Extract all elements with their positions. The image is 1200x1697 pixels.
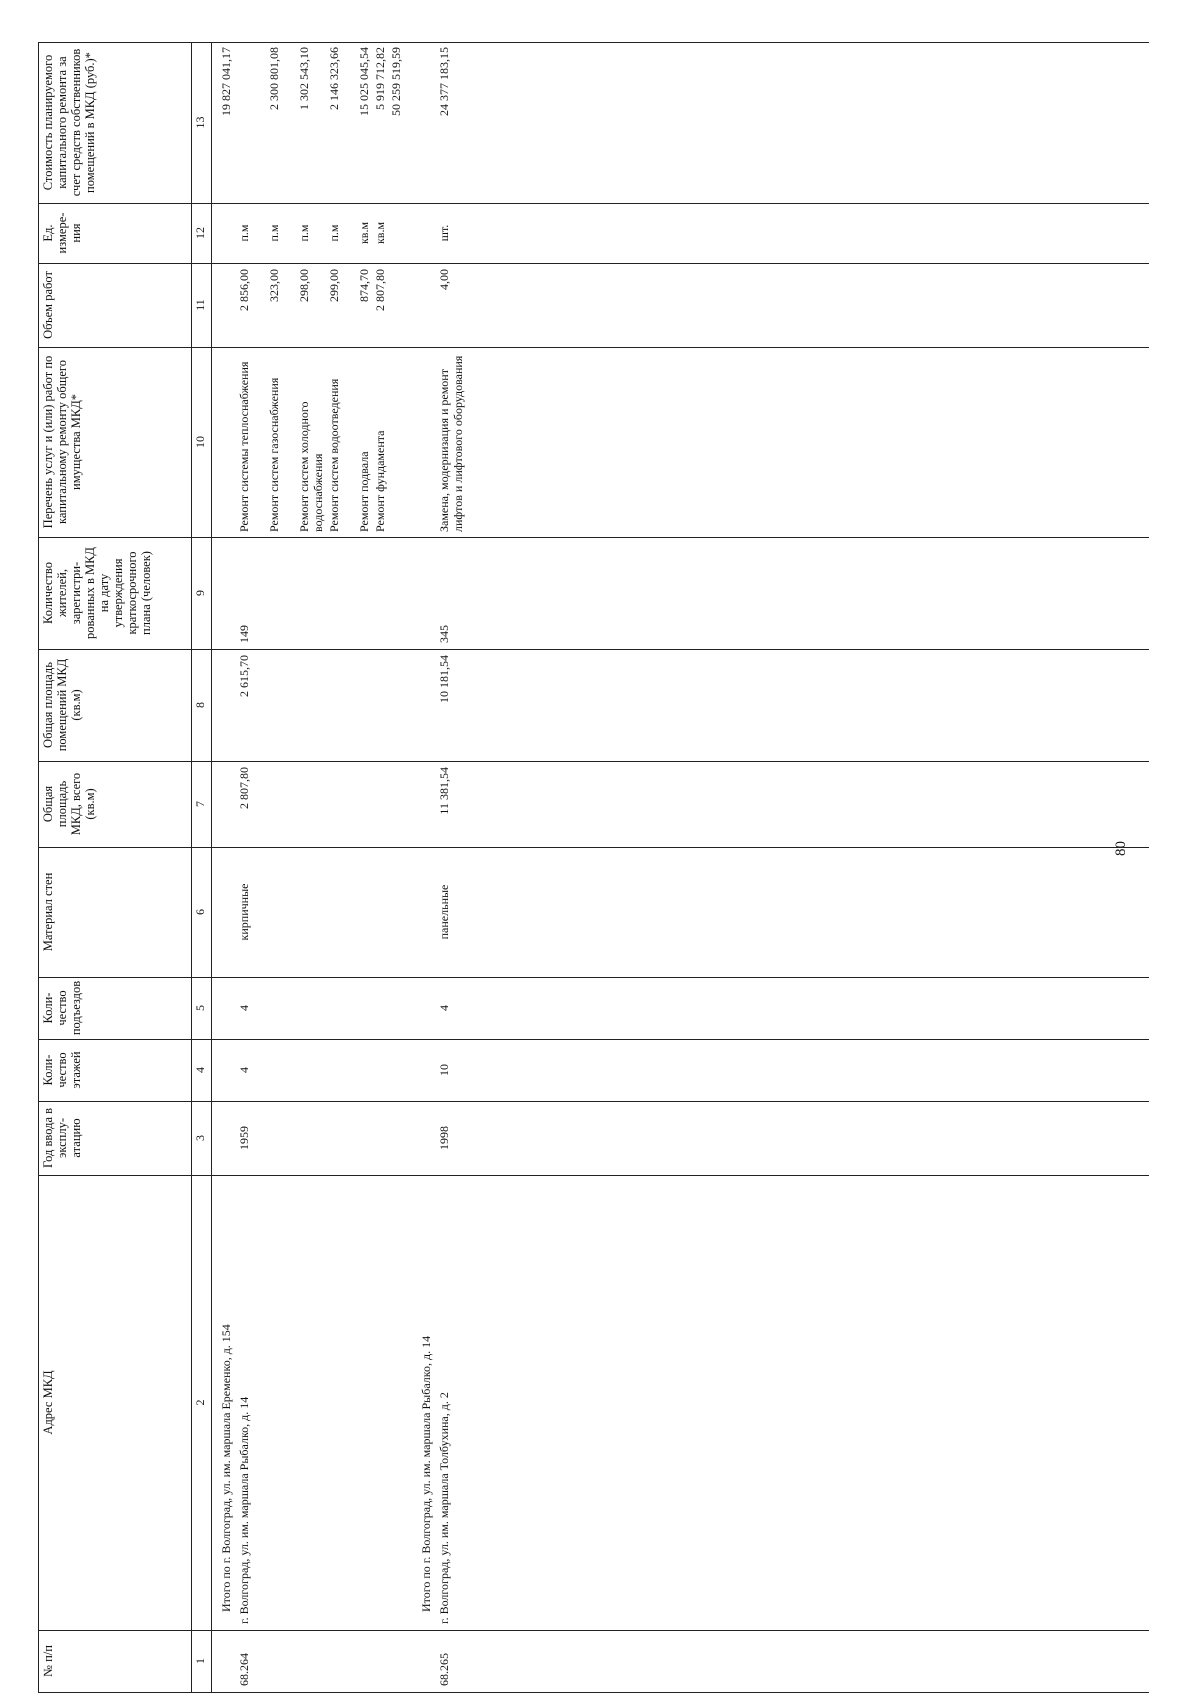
work-unit: кв.м <box>373 221 387 245</box>
work-volume: 299,00 <box>327 269 341 302</box>
row-floors: 4 <box>237 1067 251 1073</box>
header-c10: Перечень услуг и (или) работ по капитальному ремонту общего имущества МКД* <box>41 355 83 529</box>
row-area-total: 2 807,80 <box>237 767 251 809</box>
row-entrances: 4 <box>237 1005 251 1011</box>
col-number-6: 6 <box>193 909 207 915</box>
col-number-separator <box>211 42 212 1692</box>
col-number-10: 10 <box>193 436 207 448</box>
col-number-3: 3 <box>193 1135 207 1141</box>
work-unit: п.м <box>267 224 281 242</box>
work-item: Ремонт подвала <box>357 451 371 532</box>
col-number-12: 12 <box>193 227 207 239</box>
header-c12: Ед. измере-ния <box>41 212 83 254</box>
extra-cost: 50 259 519,59 <box>389 47 403 116</box>
work-unit: п.м <box>327 224 341 242</box>
row-residents: 149 <box>237 625 251 643</box>
header-c1: № п/п <box>41 1645 55 1677</box>
work-item: Ремонт систем газоснабжения <box>267 377 281 532</box>
col-number-1: 1 <box>193 1658 207 1664</box>
work-unit: п.м <box>297 224 311 242</box>
work-volume: 323,00 <box>267 269 281 302</box>
work-item: Замена, модернизация и ремонт лифтов и лифтового оборудования <box>437 355 465 532</box>
register-table <box>38 42 1149 1693</box>
col-number-8: 8 <box>193 702 207 708</box>
work-unit: п.м <box>237 224 251 242</box>
row-area-rooms: 10 181,54 <box>437 655 451 703</box>
row-number: 68.264 <box>237 1653 251 1686</box>
col-number-2: 2 <box>193 1399 207 1406</box>
work-volume: 2 807,80 <box>373 269 387 311</box>
work-volume: 298,00 <box>297 269 311 302</box>
row-address: г. Волгоград, ул. им. маршала Рыбалко, д. 14 <box>237 1396 251 1624</box>
header-c7: Общая площадь МКД, всего (кв.м) <box>41 772 97 836</box>
row-address: г. Волгоград, ул. им. маршала Толбухина, д. 2 <box>437 1392 451 1624</box>
work-cost: 1 302 543,10 <box>297 47 311 110</box>
header-c2: Адрес МКД <box>41 1370 55 1435</box>
work-unit: кв.м <box>357 221 371 245</box>
header-c4: Коли-чество этажей <box>41 1051 83 1089</box>
col-number-7: 7 <box>193 801 207 807</box>
header-c6: Материал стен <box>41 872 55 952</box>
row-floors: 10 <box>437 1064 451 1076</box>
row-walls: панельные <box>437 884 451 940</box>
col-number-9: 9 <box>193 590 207 596</box>
work-volume: 874,70 <box>357 269 371 302</box>
header-c11: Объем работ <box>41 271 55 339</box>
header-c8: Общая площадь помещений МКД (кв.м) <box>41 658 83 752</box>
total-label: Итого по г. Волгоград, ул. им. маршала Рыбалко, д. 14 <box>419 1335 433 1612</box>
header-c5: Коли-чество подъездов <box>41 980 83 1036</box>
work-item: Ремонт фундамента <box>373 430 387 532</box>
header-separator <box>191 42 192 1692</box>
row-number: 68.265 <box>437 1653 451 1686</box>
header-c13: Стоимость планируемого капитального ремонта за счет средств собственников помещений в МКД (руб.)* <box>41 48 97 197</box>
row-area-total: 11 381,54 <box>437 767 451 815</box>
work-cost: 2 146 323,66 <box>327 47 341 110</box>
row-year: 1959 <box>237 1126 251 1150</box>
col-number-13: 13 <box>193 116 207 129</box>
page-number: 80 <box>1113 841 1129 856</box>
col-number-4: 4 <box>193 1067 207 1073</box>
row-entrances: 4 <box>437 1005 451 1011</box>
work-item: Ремонт системы теплоснабжения <box>237 361 251 532</box>
header-c9: Количество жителей, зарегистри-рованных в МКД на дату утверждения краткосрочного плана (человек) <box>41 547 153 639</box>
total-cost: 19 827 041,17 <box>219 47 233 116</box>
total-label: Итого по г. Волгоград, ул. им. маршала Еременко, д. 154 <box>219 1324 233 1612</box>
row-area-rooms: 2 615,70 <box>237 655 251 697</box>
work-volume: 4,00 <box>437 269 451 290</box>
work-cost: 2 300 801,08 <box>267 47 281 110</box>
work-item: Ремонт систем холодного водоснабжения <box>297 401 325 532</box>
work-volume: 2 856,00 <box>237 269 251 311</box>
col-number-11: 11 <box>193 299 207 311</box>
row-year: 1998 <box>437 1126 451 1150</box>
work-item: Ремонт систем водоотведения <box>327 378 341 532</box>
work-cost: 24 377 183,15 <box>437 47 451 116</box>
work-cost: 15 025 045,54 <box>357 47 371 116</box>
work-unit: шт. <box>437 224 451 242</box>
row-walls: кирпичные <box>237 883 251 941</box>
col-number-5: 5 <box>193 1005 207 1011</box>
header-c3: Год ввода в эксплу-атацию <box>41 1107 83 1169</box>
work-cost: 5 919 712,82 <box>373 47 387 110</box>
row-residents: 345 <box>437 625 451 643</box>
